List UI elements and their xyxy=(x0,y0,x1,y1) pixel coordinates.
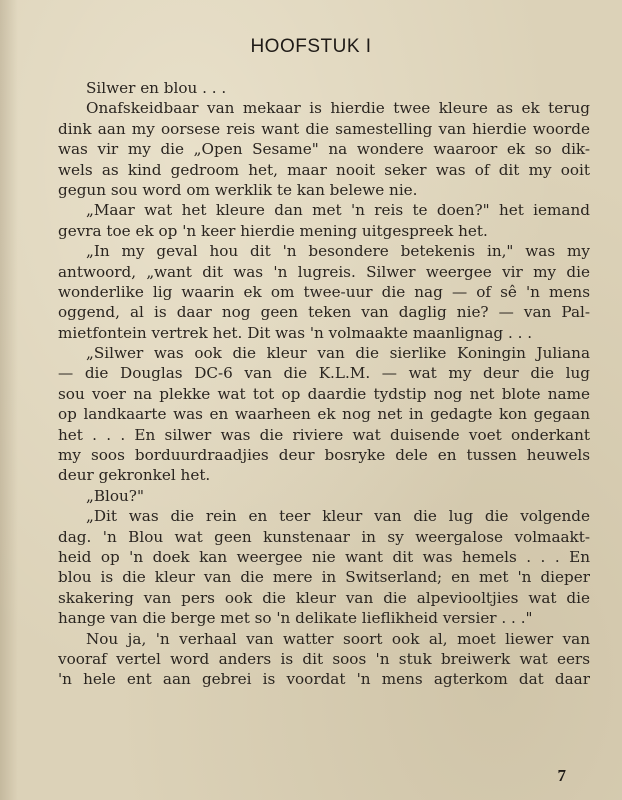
chapter-title: HOOFSTUK I xyxy=(250,36,372,57)
page-number: 7 xyxy=(557,766,566,785)
text-line: „In my geval hou dit 'n besondere betekenis in," was my xyxy=(86,242,590,261)
text-line: vooraf vertel word anders is dit soos 'n stuk breiwerk wat eers xyxy=(58,649,590,668)
text-line: sou voer na plekke wat tot op daardie tydstip nog net blote name xyxy=(58,384,590,403)
text-line: hange van die berge met so 'n delikate lieflikheid versier . . ." xyxy=(58,609,533,628)
text-line: wonderlike lig waarin ek om twee-uur die nag — of sê 'n mens xyxy=(58,282,590,301)
text-line: mietfontein vertrek het. Dit was 'n volmaakte maanlignag . . . xyxy=(58,323,533,342)
text-line: gevra toe ek op 'n keer hierdie mening uitgespreek het. xyxy=(58,221,488,240)
text-line: wels as kind gedroom het, maar nooit seker was of dit my ooit xyxy=(58,160,590,179)
text-line: — die Douglas DC-6 van die K.L.M. — wat my deur die lug xyxy=(58,364,590,383)
text-line: was vir my die „Open Sesame" na wondere waaroor ek so dik- xyxy=(58,140,590,159)
spine-shadow xyxy=(0,0,18,800)
text-line: „Maar wat het kleure dan met 'n reis te doen?" het iemand xyxy=(86,201,590,220)
text-line: Silwer en blou . . . xyxy=(86,79,227,97)
text-line: dink aan my oorsese reis want die samestelling van hierdie woorde xyxy=(58,119,590,138)
text-line: my soos borduurdraadjies deur bosryke dele en tussen heuwels xyxy=(58,446,590,465)
text-line: op landkaarte was en waarheen ek nog net in gedagte kon gegaan xyxy=(58,405,590,424)
text-line: dag. 'n Blou wat geen kunstenaar in sy weergalose volmaakt- xyxy=(58,527,590,546)
text-line: heid op 'n doek kan weergee nie want dit was hemels . . . En xyxy=(58,547,590,566)
body-text xyxy=(58,78,590,690)
text-line: „Blou?" xyxy=(86,486,144,505)
text-line: „Dit was die rein en teer kleur van die lug die volgende xyxy=(86,507,590,526)
text-line: gegun sou word om werklik te kan belewe nie. xyxy=(58,180,418,199)
text-line: deur gekronkel het. xyxy=(58,466,211,485)
text-line: antwoord, „want dit was 'n lugreis. Silwer weergee vir my die xyxy=(58,262,590,281)
text-line: Onafskeidbaar van mekaar is hierdie twee kleure as ek terug xyxy=(86,99,590,118)
text-line: Nou ja, 'n verhaal van watter soort ook al, moet liewer van xyxy=(86,629,590,648)
text-line: blou is die kleur van die mere in Switserland; en met 'n dieper xyxy=(58,568,590,587)
text-line: skakering van pers ook die kleur van die alpeviooltjies wat die xyxy=(58,588,590,607)
text-line: het . . . En silwer was die riviere wat duisende voet onderkant xyxy=(58,425,590,444)
text-line: „Silwer was ook die kleur van die sierlike Koningin Juliana xyxy=(86,344,590,363)
text-line: oggend, al is daar nog geen teken van daglig nie? — van Pal- xyxy=(58,303,590,322)
text-line: 'n hele ent aan gebrei is voordat 'n mens agterkom dat daar xyxy=(58,670,590,689)
